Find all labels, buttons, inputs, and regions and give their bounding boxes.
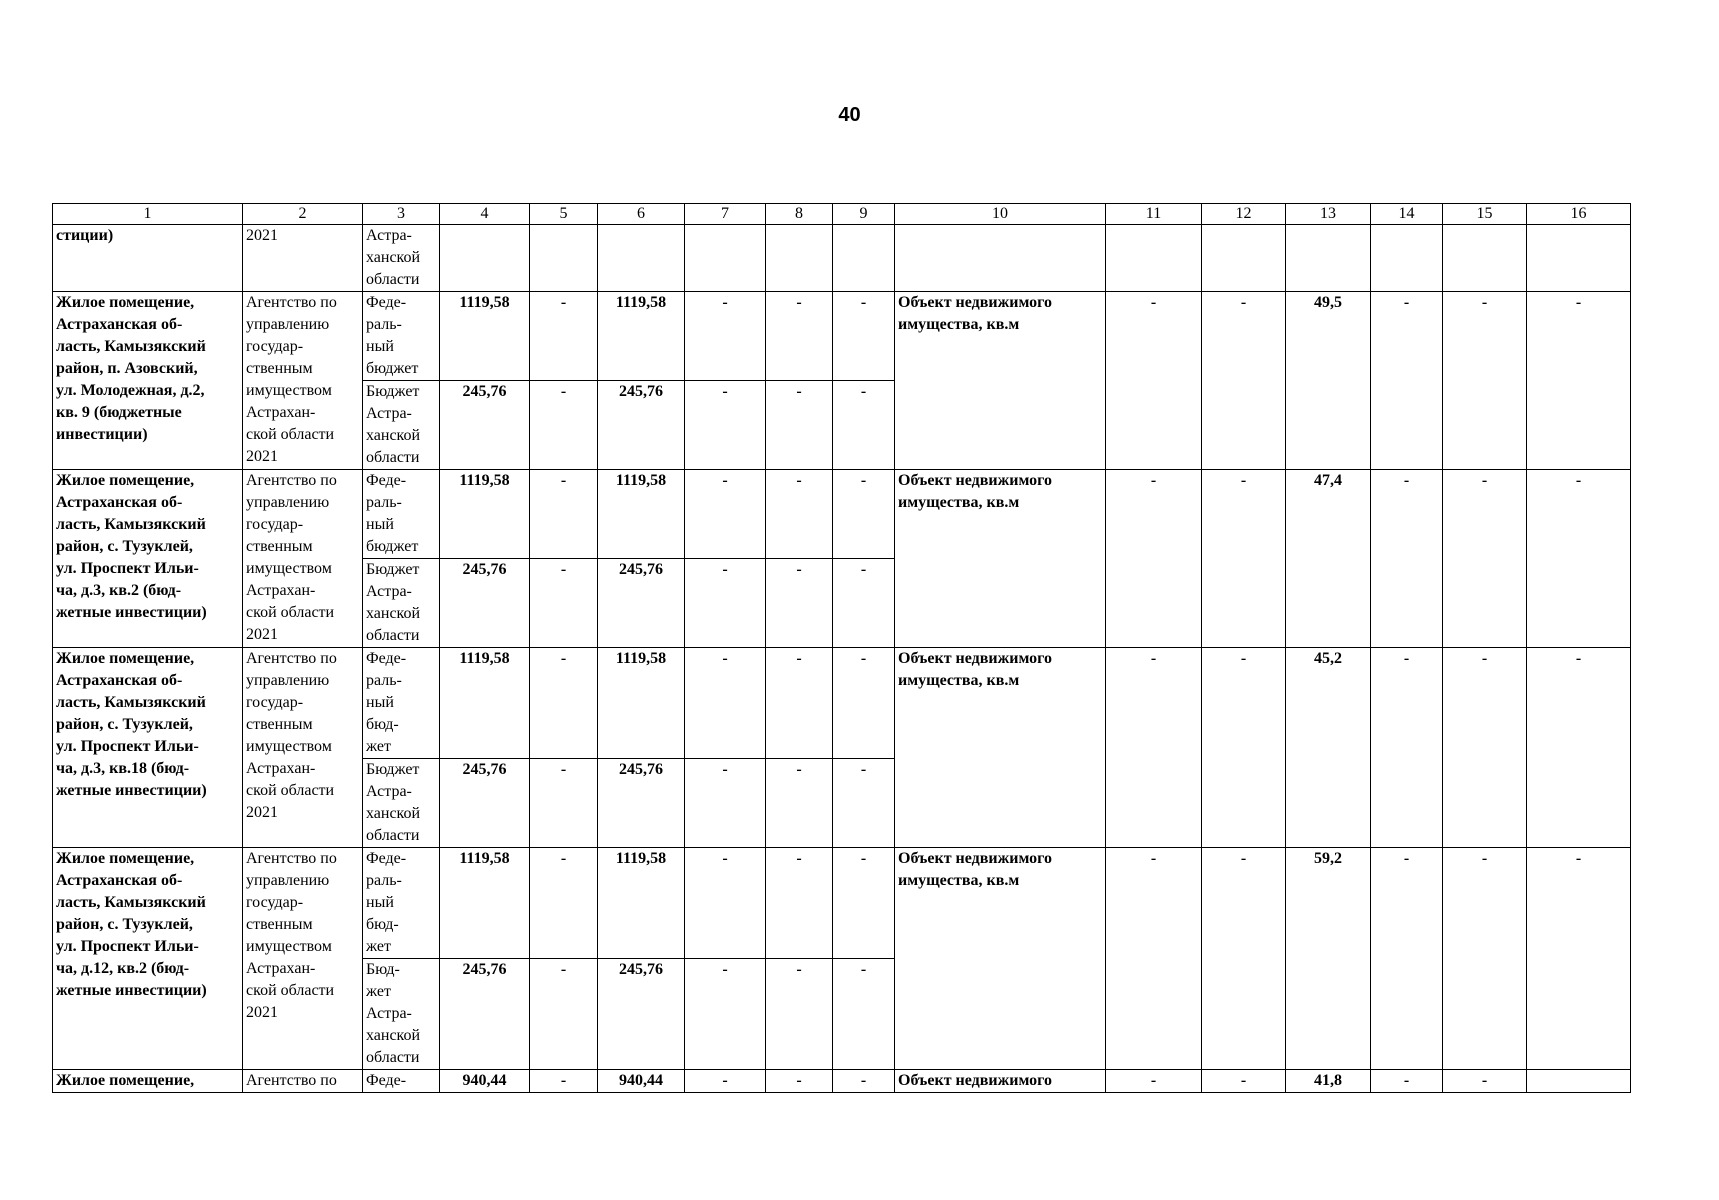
object-description-cell: Объект недвижимого имущества, кв.м: [895, 648, 1106, 848]
dash-cell: -: [1202, 848, 1286, 1070]
dash-cell: -: [1371, 292, 1443, 470]
dash-cell: -: [685, 848, 766, 959]
total-cell: 1119,58: [598, 292, 685, 381]
dash-cell: -: [1202, 470, 1286, 648]
dash-cell: -: [1371, 1070, 1443, 1093]
column-header: 4: [440, 204, 530, 225]
object-name-cell: Жилое помещение, Астраханская об- ласть, Камызякский район, п. Азовский, ул. Молодежная, д.2, кв. 9 (бюджетные инвестиции): [53, 292, 243, 470]
column-header: 5: [530, 204, 598, 225]
dash-cell: -: [530, 470, 598, 559]
table-row: [53, 292, 1631, 381]
dash-cell: -: [1106, 470, 1202, 648]
dash-cell: -: [1202, 1070, 1286, 1093]
funding-source-regional: Бюджет Астра- ханской области: [363, 559, 440, 648]
dash-cell: -: [833, 759, 895, 848]
area-cell: 59,2: [1286, 848, 1371, 1070]
dash-cell: -: [766, 292, 833, 381]
dash-cell: -: [1443, 648, 1527, 848]
value-cell: 1119,58: [440, 470, 530, 559]
dash-cell: -: [1443, 292, 1527, 470]
object-name-cell: Жилое помещение, Астраханская об- ласть, Камызякский район, с. Тузуклей, ул. Проспект Ильи- ча, д.3, кв.18 (бюд- жетные инвестиции): [53, 648, 243, 848]
object-description-cell: Объект недвижимого имущества, кв.м: [895, 470, 1106, 648]
area-cell: 49,5: [1286, 292, 1371, 470]
dash-cell: -: [1527, 292, 1631, 470]
area-cell: 41,8: [1286, 1070, 1371, 1093]
funding-source-regional: Бюджет Астра- ханской области: [363, 759, 440, 848]
dash-cell: -: [685, 292, 766, 381]
dash-cell: -: [1106, 648, 1202, 848]
total-cell: 940,44: [598, 1070, 685, 1093]
total-cell: 1119,58: [598, 848, 685, 959]
column-header: 3: [363, 204, 440, 225]
dash-cell: -: [1371, 648, 1443, 848]
column-header: 2: [243, 204, 363, 225]
dash-cell: -: [530, 559, 598, 648]
dash-cell: -: [685, 559, 766, 648]
dash-cell: -: [1527, 470, 1631, 648]
responsible-cell: Агентство по: [243, 1070, 363, 1093]
dash-cell: -: [530, 1070, 598, 1093]
column-header: 1: [53, 204, 243, 225]
column-header: 14: [1371, 204, 1443, 225]
value-cell: 245,76: [440, 559, 530, 648]
dash-cell: -: [530, 759, 598, 848]
dash-cell: -: [1443, 848, 1527, 1070]
dash-cell: -: [766, 381, 833, 470]
dash-cell: -: [1202, 648, 1286, 848]
dash-cell: -: [833, 292, 895, 381]
value-cell: 1119,58: [440, 292, 530, 381]
dash-cell: -: [1106, 848, 1202, 1070]
column-header: 16: [1527, 204, 1631, 225]
value-cell: 245,76: [440, 381, 530, 470]
dash-cell: -: [1106, 1070, 1202, 1093]
funding-source-regional: Бюд- жет Астра- ханской области: [363, 959, 440, 1070]
dash-cell: -: [530, 381, 598, 470]
funding-source-regional: Бюджет Астра- ханской области: [363, 381, 440, 470]
dash-cell: -: [833, 648, 895, 759]
dash-cell: -: [1443, 470, 1527, 648]
column-header: 10: [895, 204, 1106, 225]
dash-cell: -: [1202, 292, 1286, 470]
funding-source-cell: Астра- ханской области: [363, 225, 440, 292]
column-header: 7: [685, 204, 766, 225]
object-description-cell: Объект недвижимого имущества, кв.м: [895, 848, 1106, 1070]
dash-cell: -: [766, 1070, 833, 1093]
dash-cell: -: [833, 470, 895, 559]
responsible-cell: Агентство по управлению государ- ственным имуществом Астрахан- ской области 2021: [243, 292, 363, 470]
table-row: [53, 648, 1631, 759]
dash-cell: -: [833, 848, 895, 959]
dash-cell: -: [1371, 848, 1443, 1070]
table-row-continuation: [53, 225, 1631, 292]
value-cell: 245,76: [440, 759, 530, 848]
table-row-partial: [53, 1070, 1631, 1093]
column-header: 9: [833, 204, 895, 225]
dash-cell: -: [833, 381, 895, 470]
dash-cell: -: [1106, 292, 1202, 470]
dash-cell: -: [685, 959, 766, 1070]
total-cell: 1119,58: [598, 648, 685, 759]
value-cell: 1119,58: [440, 648, 530, 759]
funding-source-federal: Феде- раль- ный бюд- жет: [363, 848, 440, 959]
column-header: 11: [1106, 204, 1202, 225]
dash-cell: -: [833, 559, 895, 648]
funding-source-federal: Феде- раль- ный бюджет: [363, 470, 440, 559]
dash-cell: -: [766, 559, 833, 648]
dash-cell: -: [1443, 1070, 1527, 1093]
dash-cell: -: [766, 959, 833, 1070]
object-name-cell: Жилое помещение,: [53, 1070, 243, 1093]
column-header: 15: [1443, 204, 1527, 225]
value-cell: 245,76: [440, 959, 530, 1070]
responsible-cell: Агентство по управлению государ- ственным имуществом Астрахан- ской области 2021: [243, 470, 363, 648]
total-cell: 1119,58: [598, 470, 685, 559]
dash-cell: -: [685, 1070, 766, 1093]
object-name-cell: Жилое помещение, Астраханская об- ласть, Камызякский район, с. Тузуклей, ул. Проспект Ильи- ча, д.3, кв.2 (бюд- жетные инвестиции): [53, 470, 243, 648]
dash-cell: -: [833, 1070, 895, 1093]
column-header: 6: [598, 204, 685, 225]
responsible-cell: Агентство по управлению государ- ственным имуществом Астрахан- ской области 2021: [243, 648, 363, 848]
column-header: 13: [1286, 204, 1371, 225]
dash-cell: -: [530, 292, 598, 381]
responsible-cell: 2021: [243, 225, 363, 292]
funding-source-federal: Феде- раль- ный бюд- жет: [363, 648, 440, 759]
column-number-row: [53, 204, 1631, 225]
dash-cell: -: [685, 381, 766, 470]
object-name-cell: Жилое помещение, Астраханская об- ласть, Камызякский район, с. Тузуклей, ул. Проспект Ильи- ча, д.12, кв.2 (бюд- жетные инвестиции): [53, 848, 243, 1070]
value-cell: 940,44: [440, 1070, 530, 1093]
budget-table: [52, 203, 1631, 1093]
object-description-cell: Объект недвижимого: [895, 1070, 1106, 1093]
column-header: 8: [766, 204, 833, 225]
dash-cell: -: [685, 470, 766, 559]
dash-cell: -: [1527, 848, 1631, 1070]
object-name-cell: стиции): [53, 225, 243, 292]
dash-cell: -: [833, 959, 895, 1070]
dash-cell: -: [685, 648, 766, 759]
dash-cell: -: [530, 648, 598, 759]
total-cell: 245,76: [598, 381, 685, 470]
dash-cell: -: [530, 848, 598, 959]
dash-cell: -: [530, 959, 598, 1070]
dash-cell: -: [1527, 648, 1631, 848]
area-cell: 45,2: [1286, 648, 1371, 848]
dash-cell: -: [766, 470, 833, 559]
total-cell: 245,76: [598, 759, 685, 848]
area-cell: 47,4: [1286, 470, 1371, 648]
table-row: [53, 848, 1631, 959]
dash-cell: -: [766, 759, 833, 848]
dash-cell: -: [1371, 470, 1443, 648]
dash-cell: -: [766, 848, 833, 959]
object-description-cell: Объект недвижимого имущества, кв.м: [895, 292, 1106, 470]
total-cell: 245,76: [598, 559, 685, 648]
table-row: [53, 470, 1631, 559]
total-cell: 245,76: [598, 959, 685, 1070]
column-header: 12: [1202, 204, 1286, 225]
page-number: 40: [838, 104, 861, 126]
value-cell: 1119,58: [440, 848, 530, 959]
responsible-cell: Агентство по управлению государ- ственным имуществом Астрахан- ской области 2021: [243, 848, 363, 1070]
funding-source-federal: Феде-: [363, 1070, 440, 1093]
funding-source-federal: Феде- раль- ный бюджет: [363, 292, 440, 381]
dash-cell: -: [766, 648, 833, 759]
dash-cell: -: [685, 759, 766, 848]
